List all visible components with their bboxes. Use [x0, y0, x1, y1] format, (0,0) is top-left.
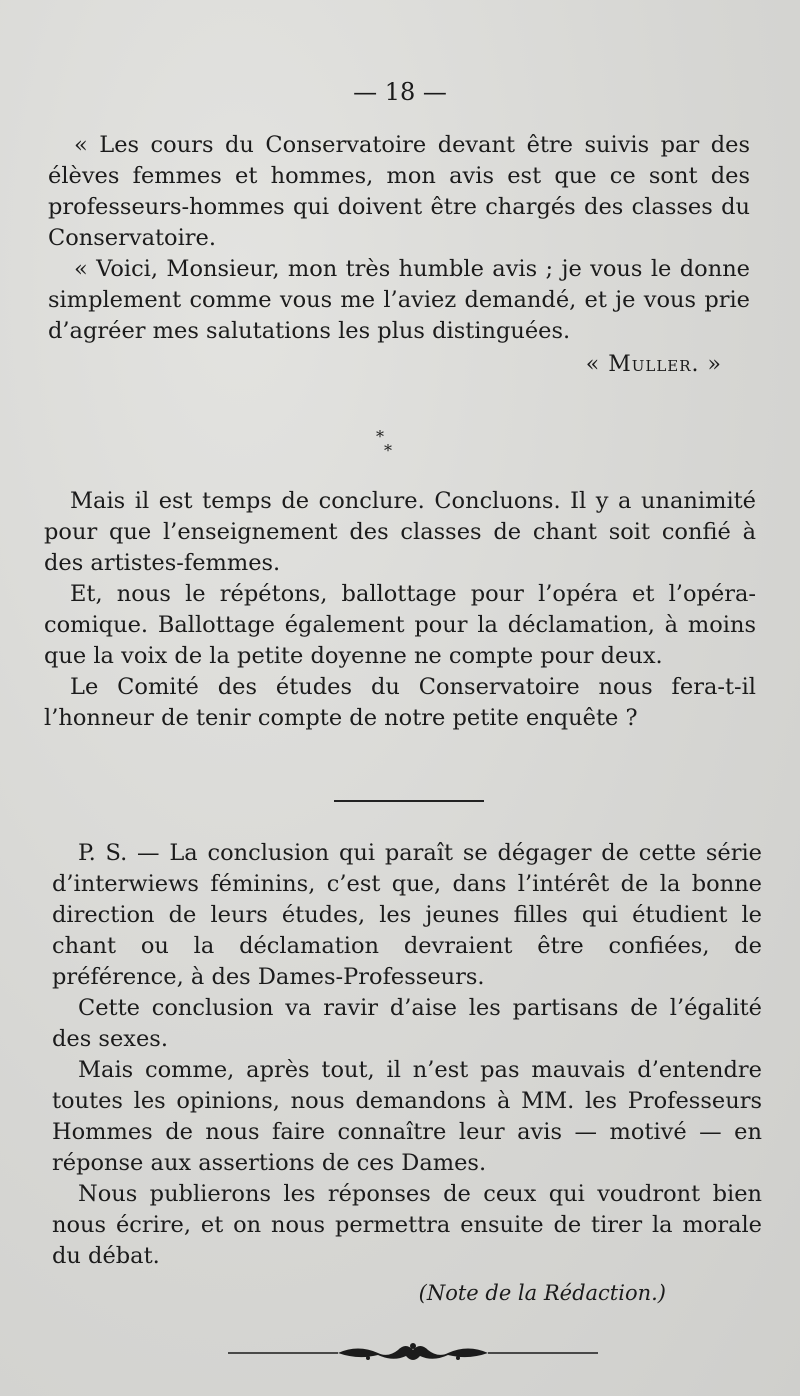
separator-star: * — [384, 441, 392, 460]
letter-paragraph: « Voici, Monsieur, mon très humble avis ; je vous le donne simplement comme vous me l’aviez demandé, et je vous prie d’agréer mes salutations les plus distinguées. — [48, 256, 750, 344]
horizontal-rule — [334, 800, 484, 802]
fleuron-ornament-icon — [228, 1338, 598, 1368]
signature: « Muller. » — [585, 352, 722, 377]
postscript-paragraph: Cette conclusion va ravir d’aise les partisans de l’égalité des sexes. — [52, 995, 762, 1052]
editor-note: (Note de la Rédaction.) — [418, 1281, 666, 1305]
separator-star: * — [376, 427, 384, 446]
letter-paragraph: « Les cours du Conservatoire devant être suivis par des élèves femmes et hommes, mon avis est que ce sont des professeurs-hommes qui doivent être chargés des classes du Conservatoire. — [48, 132, 750, 251]
conclusion-paragraph: Le Comité des études du Conservatoire nous fera-t-il l’honneur de tenir compte de notre petite enquête ? — [44, 674, 756, 731]
postscript-paragraph: P. S. — La conclusion qui paraît se dégager de cette série d’interwiews féminins, c’est que, dans l’intérêt de la bonne direction de leurs études, les jeunes filles qui étudient le chant ou la déclamation devraient être confiées, de préférence, à des Dames-Professeurs. — [52, 840, 762, 990]
postscript-block — [52, 838, 762, 1309]
conclusion-block — [44, 486, 756, 734]
conclusion-paragraph: Mais il est temps de conclure. Concluons. Il y a unanimité pour que l’enseignement des classes de chant soit confié à des artistes-femmes. — [44, 488, 756, 576]
conclusion-paragraph: Et, nous le répétons, ballottage pour l’opéra et l’opéra-comique. Ballottage également pour la déclamation, à moins que la voix de la petite doyenne ne compte pour deux. — [44, 581, 756, 669]
letter-block — [48, 130, 750, 380]
section-separator — [372, 427, 402, 466]
postscript-paragraph: Mais comme, après tout, il n’est pas mauvais d’entendre toutes les opinions, nous demandons à MM. les Professeurs Hommes de nous faire connaître leur avis — motivé — en réponse aux assertions de ces Dames. — [52, 1057, 762, 1176]
postscript-paragraph: Nous publierons les réponses de ceux qui voudront bien nous écrire, et on nous permettra ensuite de tirer la morale du débat. — [52, 1181, 762, 1269]
page-number: — 18 — — [353, 78, 447, 106]
